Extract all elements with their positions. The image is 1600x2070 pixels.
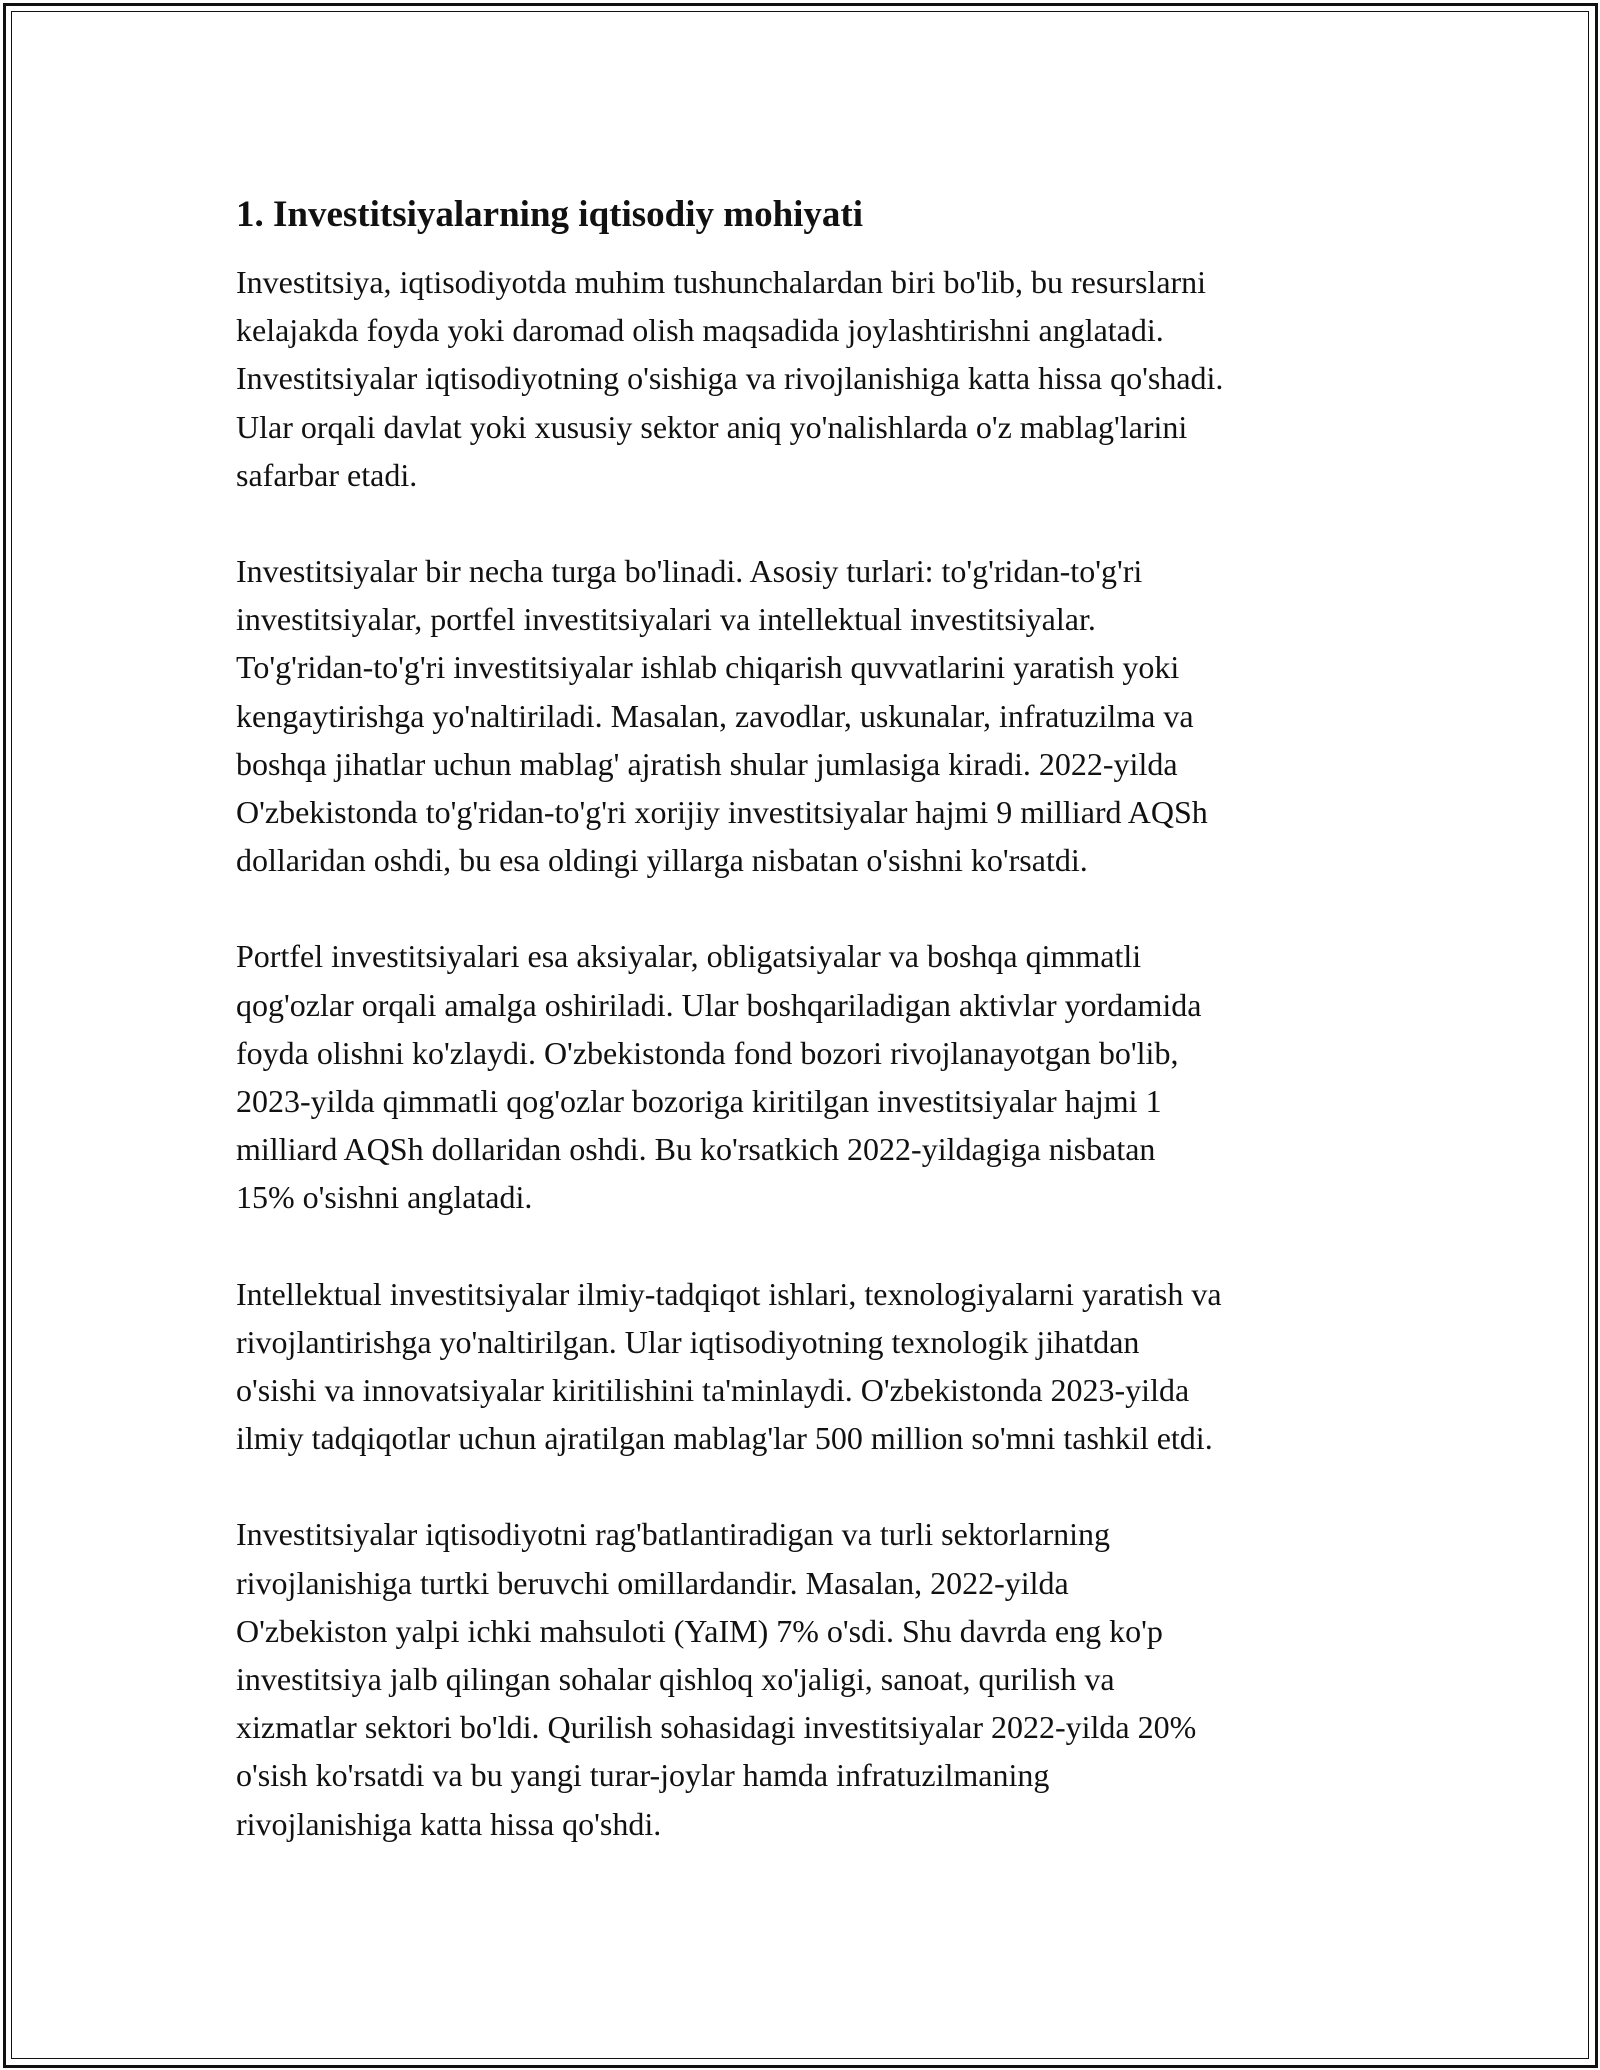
text-line: kengaytirishga yo'naltiriladi. Masalan, zavodlar, uskunalar, infratuzilma va bbox=[236, 697, 1194, 734]
paragraph-intellectual-investments bbox=[236, 1270, 1376, 1463]
text-line: Ular orqali davlat yoki xususiy sektor aniq yo'nalishlarda o'z mablag'larini bbox=[236, 408, 1188, 445]
section-heading: 1. Investitsiyalarning iqtisodiy mohiyati bbox=[236, 194, 864, 235]
text-line: o'sishi va innovatsiyalar kiritilishini ta'minlaydi. O'zbekistonda 2023-yilda bbox=[236, 1372, 1190, 1409]
paragraph-investment-types bbox=[236, 547, 1376, 884]
text-line: Investitsiya, iqtisodiyotda muhim tushunchalardan biri bo'lib, bu resurslarni bbox=[236, 264, 1207, 300]
text-line: qog'ozlar orqali amalga oshiriladi. Ular boshqariladigan aktivlar yordamida bbox=[236, 986, 1202, 1023]
text-line: investitsiya jalb qilingan sohalar qishloq xo'jaligi, sanoat, qurilish va bbox=[236, 1661, 1115, 1698]
text-line: rivojlanishiga katta hissa qo'shdi. bbox=[236, 1805, 662, 1842]
text-line: investitsiyalar, portfel investitsiyalari va intellektual investitsiyalar. bbox=[236, 601, 1096, 638]
document-body bbox=[236, 186, 1376, 1896]
text-line: rivojlanishiga turtki beruvchi omillardandir. Masalan, 2022-yilda bbox=[236, 1564, 1069, 1601]
text-line: safarbar etadi. bbox=[236, 456, 418, 493]
text-line: foyda olishni ko'zlaydi. O'zbekistonda fond bozori rivojlanayotgan bo'lib, bbox=[236, 1034, 1179, 1071]
text-line: ilmiy tadqiqotlar uchun ajratilgan mablag'lar 500 million so'mni tashkil etdi. bbox=[236, 1420, 1213, 1457]
text-line: rivojlantirishga yo'naltirilgan. Ular iqtisodiyotning texnologik jihatdan bbox=[236, 1323, 1140, 1360]
text-line: o'sish ko'rsatdi va bu yangi turar-joylar hamda infratuzilmaning bbox=[236, 1757, 1050, 1794]
text-line: Intellektual investitsiyalar ilmiy-tadqiqot ishlari, texnologiyalarni yaratish va bbox=[236, 1275, 1222, 1312]
paragraph-economic-growth bbox=[236, 1510, 1376, 1847]
text-line: 15% o'sishni anglatadi. bbox=[236, 1179, 533, 1216]
text-line: milliard AQSh dollaridan oshdi. Bu ko'rsatkich 2022-yildagiga nisbatan bbox=[236, 1131, 1156, 1168]
text-line: boshqa jihatlar uchun mablag' ajratish shular jumlasiga kiradi. 2022-yilda bbox=[236, 745, 1178, 782]
text-line: Investitsiyalar iqtisodiyotni rag'batlantiradigan va turli sektorlarning bbox=[236, 1516, 1110, 1553]
text-line: Investitsiyalar bir necha turga bo'linadi. Asosiy turlari: to'g'ridan-to'g'ri bbox=[236, 553, 1143, 590]
text-line: O'zbekiston yalpi ichki mahsuloti (YaIM) 7% o'sdi. Shu davrda eng ko'p bbox=[236, 1612, 1163, 1649]
text-line: O'zbekistonda to'g'ridan-to'g'ri xorijiy investitsiyalar hajmi 9 milliard AQSh bbox=[236, 794, 1208, 831]
text-line: 2023-yilda qimmatli qog'ozlar bozoriga kiritilgan investitsiyalar hajmi 1 bbox=[236, 1083, 1162, 1120]
text-line: dollaridan oshdi, bu esa oldingi yillarga nisbatan o'sishni ko'rsatdi. bbox=[236, 842, 1088, 879]
text-line: Portfel investitsiyalari esa aksiyalar, obligatsiyalar va boshqa qimmatli bbox=[236, 938, 1142, 975]
text-line: kelajakda foyda yoki daromad olish maqsadida joylashtirishni anglatadi. bbox=[236, 312, 1164, 349]
text-line: xizmatlar sektori bo'ldi. Qurilish sohasidagi investitsiyalar 2022-yilda 20% bbox=[236, 1709, 1197, 1746]
text-line: To'g'ridan-to'g'ri investitsiyalar ishlab chiqarish quvvatlarini yaratish yoki bbox=[236, 649, 1180, 686]
paragraph-investment-definition bbox=[236, 258, 1376, 499]
paragraph-portfolio-investments bbox=[236, 932, 1376, 1221]
text-line: Investitsiyalar iqtisodiyotning o'sishiga va rivojlanishiga katta hissa qo'shadi. bbox=[236, 360, 1224, 397]
